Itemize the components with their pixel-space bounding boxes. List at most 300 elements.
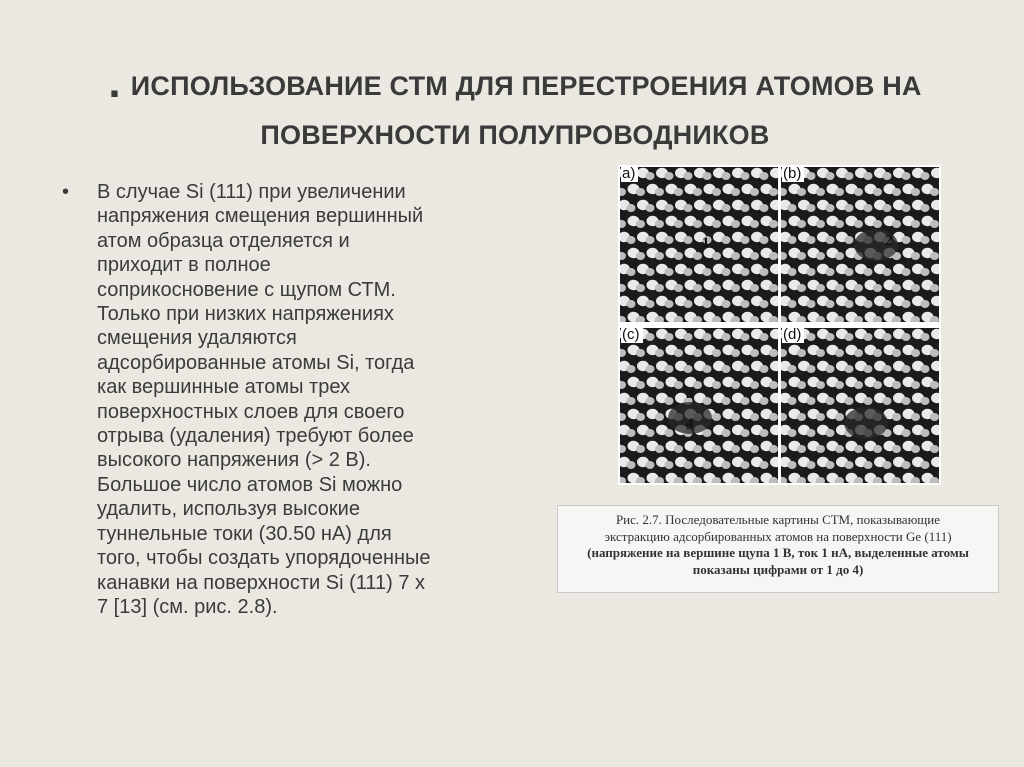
atom-lattice-image: [781, 167, 939, 322]
lattice-atom: [902, 172, 911, 180]
text-line: как вершинные атомы трех: [97, 376, 351, 399]
lattice-atom: [731, 220, 740, 228]
lattice-atom: [620, 220, 626, 228]
lattice-atom: [892, 381, 901, 389]
lattice-atom: [931, 329, 939, 339]
lattice-atom: [769, 284, 778, 292]
lattice-atom: [674, 445, 683, 453]
lattice-atom: [646, 172, 655, 180]
lattice-atom: [807, 236, 816, 244]
lattice-atom: [883, 172, 892, 180]
lattice-atom: [712, 188, 721, 196]
lattice-atom: [636, 188, 645, 196]
atom-lattice-image: [781, 328, 939, 483]
stm-figure: [618, 165, 941, 485]
lattice-atom: [788, 429, 797, 437]
lattice-atom: [797, 445, 806, 453]
lattice-atom: [770, 200, 778, 210]
atom-marker-2: 2: [885, 233, 893, 249]
lattice-atom: [797, 349, 806, 357]
lattice-atom: [731, 349, 740, 357]
lattice-atom: [788, 236, 797, 244]
lattice-atom: [684, 268, 693, 276]
lattice-atom: [883, 461, 892, 469]
lattice-atom: [636, 252, 645, 260]
lattice-atom: [760, 397, 769, 405]
lattice-atom: [883, 268, 892, 276]
lattice-atom: [741, 461, 750, 469]
lattice-atom: [646, 204, 655, 212]
lattice-atom: [620, 349, 626, 357]
lattice-atom: [665, 172, 674, 180]
lattice-atom: [854, 381, 863, 389]
lattice-atom: [665, 429, 674, 437]
lattice-atom: [873, 220, 882, 228]
caption-line-4: показаны цифрами от 1 до 4): [692, 561, 864, 577]
lattice-atom: [807, 397, 816, 405]
lattice-atom: [911, 284, 920, 292]
lattice-atom: [741, 397, 750, 405]
lattice-atom: [797, 413, 806, 421]
lattice-atom: [665, 365, 674, 373]
lattice-atom: [770, 232, 778, 242]
lattice-atom: [722, 333, 731, 341]
lattice-atom: [835, 381, 844, 389]
lattice-atom: [722, 365, 731, 373]
lattice-atom: [646, 300, 655, 308]
lattice-atom: [655, 284, 664, 292]
text-line: того, чтобы создать упорядоченные: [97, 547, 431, 570]
lattice-atom: [902, 397, 911, 405]
lattice-atom: [931, 457, 939, 467]
lattice-atom: [873, 381, 882, 389]
lattice-atom: [636, 284, 645, 292]
bullet-paragraph: [62, 180, 502, 619]
lattice-atom: [788, 300, 797, 308]
lattice-atom: [930, 445, 939, 453]
lattice-atom: [750, 188, 759, 196]
lattice-atom: [835, 413, 844, 421]
title-line-1-text: ИСПОЛЬЗОВАНИЕ СТМ ДЛЯ ПЕРЕСТРОЕНИЯ АТОМОВ НА: [130, 71, 922, 101]
lattice-atom: [655, 445, 664, 453]
lattice-atom: [845, 397, 854, 405]
lattice-atom: [911, 252, 920, 260]
lattice-atom: [646, 397, 655, 405]
caption-line-2: экстракцию адсорбированных атомов на поверхности Ge (111): [604, 528, 952, 544]
text-line: смещения удаляются: [97, 327, 297, 350]
lattice-atom: [722, 397, 731, 405]
text-line: отрыва (удаления) требуют более: [97, 425, 414, 448]
lattice-atom: [921, 461, 930, 469]
stm-panel-a: [620, 167, 778, 322]
lattice-atom: [703, 461, 712, 469]
atom-marker-4: 4: [686, 416, 694, 432]
lattice-atom: [930, 220, 939, 228]
lattice-atom: [684, 365, 693, 373]
lattice-atom: [816, 381, 825, 389]
lattice-atom: [636, 413, 645, 421]
lattice-atom: [902, 204, 911, 212]
lattice-atom: [854, 284, 863, 292]
lattice-atom: [646, 365, 655, 373]
lattice-atom: [693, 381, 702, 389]
lattice-atom: [864, 268, 873, 276]
lattice-atom: [826, 429, 835, 437]
lattice-atom: [930, 381, 939, 389]
text-line: адсорбированные атомы Si, тогда: [97, 351, 415, 374]
lattice-atom: [769, 220, 778, 228]
lattice-atom: [750, 252, 759, 260]
lattice-atom: [770, 264, 778, 274]
lattice-atom: [807, 172, 816, 180]
lattice-atom: [921, 300, 930, 308]
lattice-atom: [911, 349, 920, 357]
lattice-atom: [646, 429, 655, 437]
lattice-atom: [760, 333, 769, 341]
lattice-atom: [741, 172, 750, 180]
stm-panel-c: [620, 328, 778, 483]
lattice-atom: [931, 425, 939, 435]
lattice-atom: [731, 381, 740, 389]
lattice-atom: [760, 461, 769, 469]
lattice-atom: [655, 220, 664, 228]
lattice-atom: [693, 349, 702, 357]
lattice-atom: [722, 236, 731, 244]
text-line: В случае Si (111) при увеличении: [97, 181, 406, 203]
lattice-atom: [930, 252, 939, 260]
text-line: Только при низких напряжениях: [97, 303, 394, 326]
lattice-atom: [646, 461, 655, 469]
lattice-atom: [902, 461, 911, 469]
lattice-atom: [931, 168, 939, 178]
lattice-atom: [788, 461, 797, 469]
atom-lattice-image: [620, 328, 778, 483]
lattice-atom: [674, 252, 683, 260]
text-line: приходит в полное: [97, 254, 271, 277]
lattice-atom: [826, 172, 835, 180]
lattice-atom: [722, 204, 731, 212]
lattice-atom: [750, 349, 759, 357]
lattice-atom: [931, 361, 939, 371]
text-line: поверхностных слоев для своего: [97, 400, 405, 423]
lattice-atom: [712, 413, 721, 421]
lattice-atom: [627, 204, 636, 212]
lattice-atom: [797, 381, 806, 389]
lattice-atom: [750, 381, 759, 389]
lattice-atom: [807, 333, 816, 341]
lattice-atom: [769, 381, 778, 389]
lattice-atom: [788, 268, 797, 276]
lattice-atom: [655, 349, 664, 357]
lattice-atom: [627, 300, 636, 308]
lattice-atom: [921, 268, 930, 276]
lattice-atom: [902, 333, 911, 341]
lattice-atom: [770, 329, 778, 339]
lattice-atom: [620, 445, 626, 453]
lattice-atom: [931, 393, 939, 403]
lattice-atom: [921, 204, 930, 212]
lattice-atom: [693, 188, 702, 196]
lattice-atom: [620, 284, 626, 292]
lattice-atom: [693, 445, 702, 453]
title-dot: .: [108, 58, 121, 107]
lattice-atom: [655, 252, 664, 260]
lattice-atom: [781, 188, 787, 196]
lattice-atom: [931, 232, 939, 242]
lattice-atom: [931, 200, 939, 210]
lattice-atom: [921, 333, 930, 341]
lattice-atom: [864, 333, 873, 341]
lattice-atom: [760, 172, 769, 180]
panel-label: (d): [782, 328, 804, 343]
lattice-atom: [845, 333, 854, 341]
lattice-atom: [684, 172, 693, 180]
lattice-atom: [931, 296, 939, 306]
caption-line-1: Рис. 2.7. Последовательные картины СТМ, показывающие: [615, 512, 941, 527]
lattice-atom: [781, 477, 787, 483]
text-line: удалить, используя высокие: [97, 498, 360, 521]
lattice-atom: [921, 397, 930, 405]
title-line-1: [60, 58, 970, 111]
lattice-atom: [788, 365, 797, 373]
lattice-atom: [770, 425, 778, 435]
lattice-atom: [665, 300, 674, 308]
lattice-atom: [712, 220, 721, 228]
atom-marker-3: 3: [686, 386, 694, 402]
lattice-atom: [902, 236, 911, 244]
lattice-atom: [646, 236, 655, 244]
lattice-atom: [921, 172, 930, 180]
lattice-atom: [845, 236, 854, 244]
lattice-atom: [816, 252, 825, 260]
lattice-atom: [845, 268, 854, 276]
lattice-atom: [864, 172, 873, 180]
lattice-atom: [722, 172, 731, 180]
lattice-atom: [807, 204, 816, 212]
lattice-atom: [684, 300, 693, 308]
lattice-atom: [684, 333, 693, 341]
lattice-atom: [883, 397, 892, 405]
lattice-atom: [731, 413, 740, 421]
lattice-atom: [873, 188, 882, 196]
lattice-atom: [921, 365, 930, 373]
lattice-atom: [911, 220, 920, 228]
title-line-2: ПОВЕРХНОСТИ ПОЛУПРОВОДНИКОВ: [260, 120, 770, 150]
lattice-atom: [911, 413, 920, 421]
lattice-atom: [781, 220, 787, 228]
lattice-atom: [892, 188, 901, 196]
lattice-atom: [892, 413, 901, 421]
lattice-atom: [845, 365, 854, 373]
lattice-atom: [760, 365, 769, 373]
lattice-atom: [741, 333, 750, 341]
lattice-atom: [816, 188, 825, 196]
lattice-atom: [797, 188, 806, 196]
lattice-atom: [674, 381, 683, 389]
lattice-atom: [741, 429, 750, 437]
lattice-atom: [760, 429, 769, 437]
lattice-atom: [703, 365, 712, 373]
lattice-atom: [703, 300, 712, 308]
lattice-atom: [646, 333, 655, 341]
stm-panel-d: [781, 328, 939, 483]
figure-caption: [557, 505, 999, 593]
lattice-atom: [770, 361, 778, 371]
lattice-atom: [712, 445, 721, 453]
lattice-atom: [655, 188, 664, 196]
lattice-atom: [693, 284, 702, 292]
lattice-atom: [845, 204, 854, 212]
lattice-atom: [854, 349, 863, 357]
caption-line-3: (напряжение на вершине щупа 1 В, ток 1 нА, выделенные атомы: [587, 545, 969, 560]
lattice-atom: [930, 413, 939, 421]
lattice-atom: [845, 461, 854, 469]
lattice-atom: [712, 381, 721, 389]
lattice-atom: [873, 284, 882, 292]
lattice-atom: [620, 413, 626, 421]
panel-label: a): [621, 167, 638, 182]
lattice-atom: [731, 188, 740, 196]
lattice-atom: [911, 445, 920, 453]
lattice-atom: [781, 316, 787, 322]
lattice-atom: [655, 381, 664, 389]
panel-label: (c): [621, 328, 643, 343]
lattice-atom: [826, 365, 835, 373]
lattice-atom: [873, 445, 882, 453]
lattice-atom: [864, 365, 873, 373]
lattice-atom: [911, 381, 920, 389]
lattice-atom: [931, 264, 939, 274]
lattice-atom: [826, 236, 835, 244]
lattice-atom: [760, 300, 769, 308]
lattice-atom: [854, 188, 863, 196]
lattice-atom: [627, 397, 636, 405]
lattice-atom: [826, 333, 835, 341]
lattice-atom: [781, 284, 787, 292]
lattice-atom: [722, 268, 731, 276]
panel-label: (b): [782, 167, 804, 182]
lattice-atom: [769, 445, 778, 453]
lattice-atom: [854, 220, 863, 228]
lattice-atom: [674, 284, 683, 292]
lattice-atom: [750, 220, 759, 228]
lattice-atom: [816, 413, 825, 421]
lattice-atom: [781, 252, 787, 260]
lattice-atom: [620, 188, 626, 196]
lattice-atom: [769, 188, 778, 196]
lattice-atom: [741, 204, 750, 212]
lattice-atom: [769, 252, 778, 260]
lattice-atom: [722, 461, 731, 469]
lattice-atom: [902, 268, 911, 276]
lattice-atom: [703, 172, 712, 180]
lattice-atom: [807, 268, 816, 276]
lattice-atom: [665, 268, 674, 276]
lattice-atom: [788, 204, 797, 212]
lattice-atom: [703, 397, 712, 405]
lattice-atom: [636, 381, 645, 389]
lattice-atom: [835, 349, 844, 357]
lattice-atom: [816, 349, 825, 357]
lattice-atom: [930, 188, 939, 196]
lattice-atom: [620, 316, 626, 322]
text-line: атом образца отделяется и: [97, 229, 350, 252]
atom-marker-1: 1: [702, 235, 710, 251]
lattice-atom: [712, 284, 721, 292]
lattice-atom: [826, 461, 835, 469]
lattice-atom: [750, 284, 759, 292]
lattice-atom: [684, 236, 693, 244]
lattice-atom: [807, 300, 816, 308]
lattice-atom: [693, 252, 702, 260]
lattice-atom: [797, 220, 806, 228]
lattice-atom: [770, 168, 778, 178]
lattice-atom: [760, 236, 769, 244]
paragraph-text: [97, 180, 502, 619]
lattice-atom: [864, 300, 873, 308]
lattice-atom: [620, 477, 626, 483]
lattice-atom: [627, 461, 636, 469]
lattice-atom: [892, 445, 901, 453]
lattice-atom: [816, 445, 825, 453]
lattice-atom: [684, 204, 693, 212]
lattice-atom: [770, 393, 778, 403]
lattice-atom: [826, 300, 835, 308]
vacancy-region: [844, 407, 888, 439]
lattice-atom: [741, 236, 750, 244]
lattice-atom: [826, 268, 835, 276]
lattice-atom: [781, 349, 787, 357]
lattice-atom: [769, 413, 778, 421]
text-line: напряжения смещения вершинный: [97, 205, 424, 228]
lattice-atom: [731, 252, 740, 260]
lattice-atom: [797, 284, 806, 292]
lattice-atom: [636, 220, 645, 228]
lattice-atom: [665, 461, 674, 469]
bullet-icon: •: [62, 181, 70, 203]
lattice-atom: [703, 204, 712, 212]
lattice-atom: [883, 204, 892, 212]
lattice-atom: [816, 284, 825, 292]
lattice-atom: [864, 204, 873, 212]
lattice-atom: [731, 284, 740, 292]
lattice-atom: [883, 333, 892, 341]
lattice-atom: [712, 252, 721, 260]
lattice-atom: [627, 236, 636, 244]
stm-panel-b: [781, 167, 939, 322]
lattice-atom: [712, 349, 721, 357]
lattice-atom: [770, 457, 778, 467]
lattice-atom: [674, 349, 683, 357]
lattice-atom: [921, 429, 930, 437]
lattice-atom: [911, 188, 920, 196]
lattice-atom: [620, 381, 626, 389]
text-line: туннельные токи (30.50 нА) для: [97, 522, 392, 545]
lattice-atom: [636, 349, 645, 357]
lattice-atom: [892, 349, 901, 357]
lattice-atom: [835, 445, 844, 453]
lattice-atom: [760, 268, 769, 276]
lattice-atom: [854, 445, 863, 453]
slide-title: [60, 58, 970, 160]
text-line: Большое число атомов Si можно: [97, 473, 403, 496]
text-line: канавки на поверхности Si (111) 7 х: [97, 571, 426, 594]
lattice-atom: [674, 188, 683, 196]
text-line: высокого напряжения (> 2 В).: [97, 449, 371, 472]
lattice-atom: [627, 268, 636, 276]
lattice-atom: [930, 284, 939, 292]
lattice-atom: [636, 445, 645, 453]
